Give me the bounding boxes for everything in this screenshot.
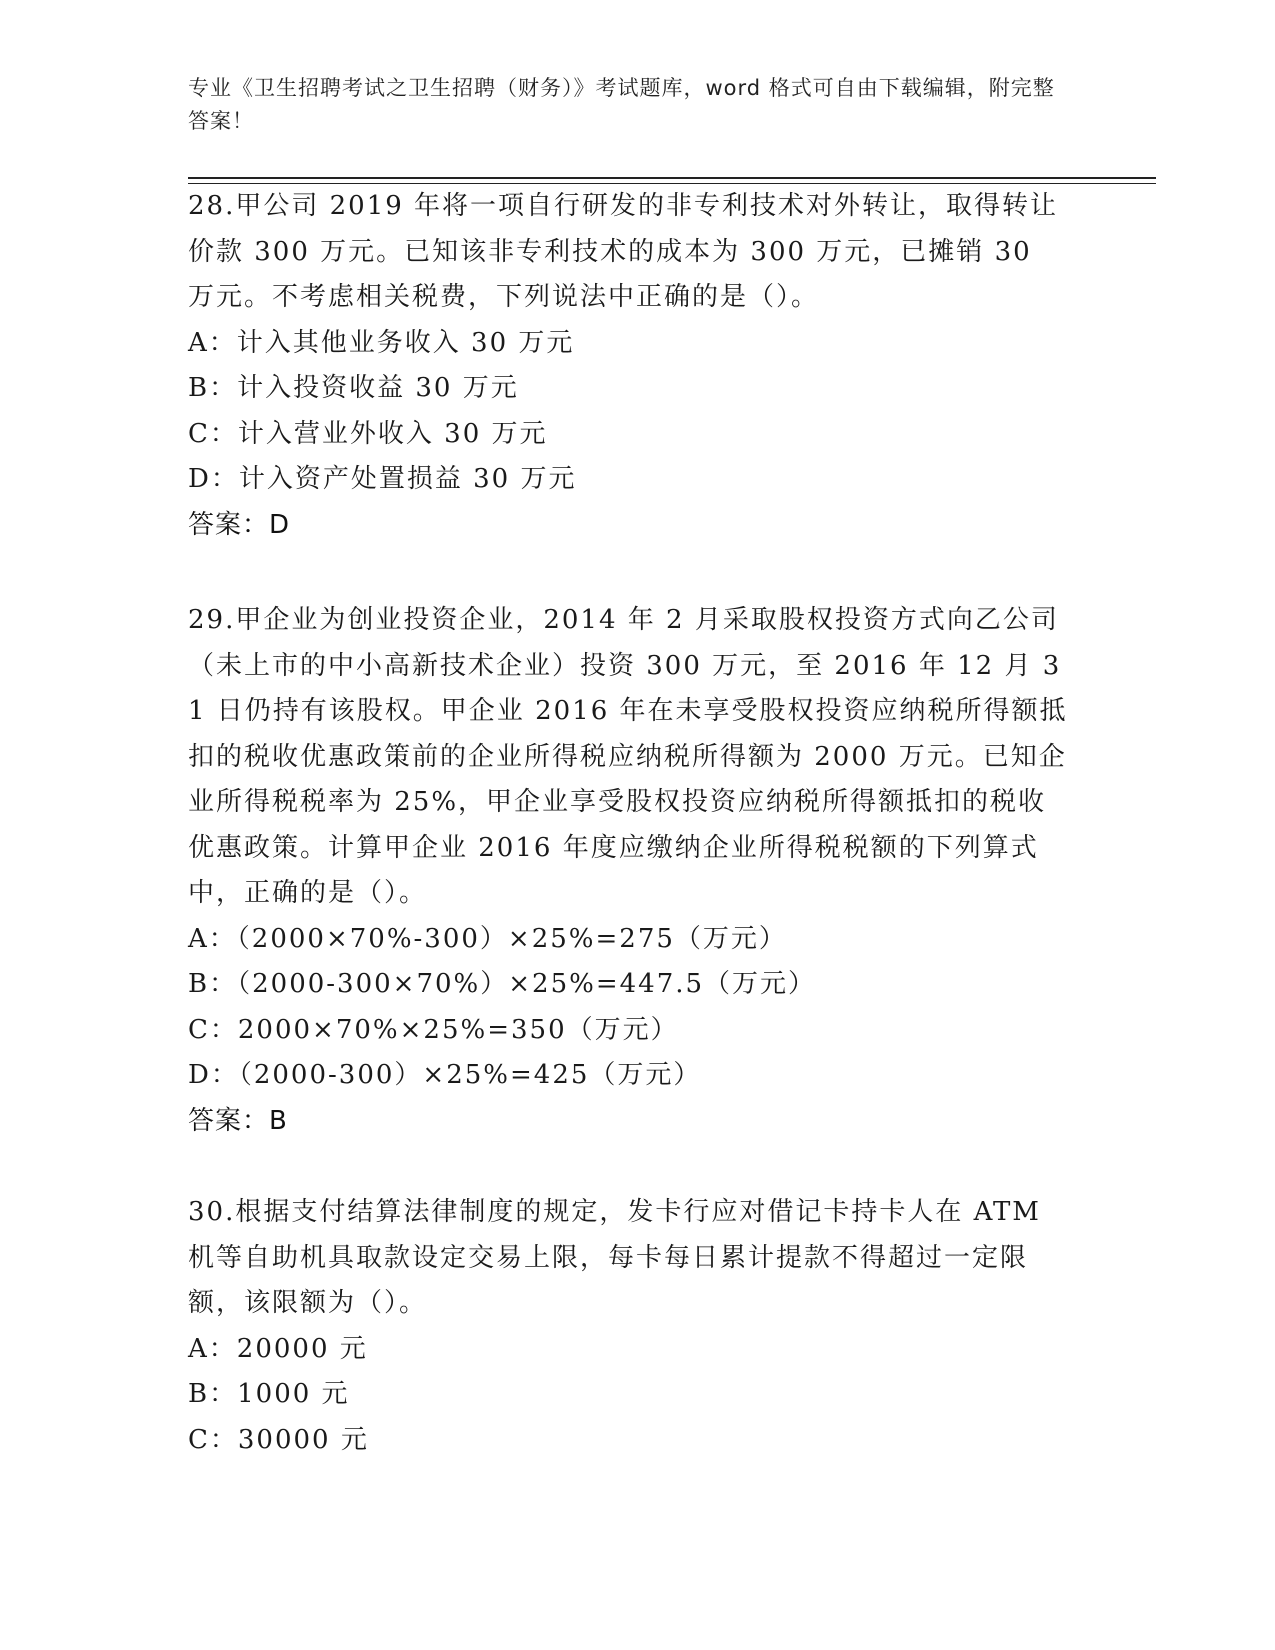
question-stem: 30.根据支付结算法律制度的规定，发卡行应对借记卡持卡人在 ATM 机等自助机具取款设定交易上限，每卡每日累计提款不得超过一定限额，该限额为（）。	[188, 1197, 1041, 1318]
header-divider-thick	[188, 177, 1156, 179]
option-b: B：（2000-300×70%）×25%=447.5（万元）	[188, 969, 817, 999]
question-30	[188, 1190, 1068, 1463]
answer-label: 答案：D	[188, 509, 291, 540]
option-c: C：2000×70%×25%=350（万元）	[188, 1014, 679, 1045]
question-stem: 28.甲公司 2019 年将一项自行研发的非专利技术对外转让，取得转让价款 300 万元。已知该非专利技术的成本为 300 万元，已摊销 30 万元。不考虑相关税费，下列说法中正确的是（）。	[188, 191, 1059, 312]
question-28	[188, 184, 1068, 548]
option-b: B：计入投资收益 30 万元	[188, 373, 519, 403]
option-a: A：（2000×70%-300）×25%=275（万元）	[188, 923, 787, 954]
option-a: A：计入其他业务收入 30 万元	[188, 327, 575, 358]
answer-label: 答案：B	[188, 1105, 288, 1136]
option-c: C：计入营业外收入 30 万元	[188, 418, 548, 449]
option-a: A：20000 元	[188, 1333, 368, 1364]
question-29	[188, 598, 1068, 1144]
option-d: D：（2000-300）×25%=425（万元）	[188, 1060, 702, 1090]
question-stem: 29.甲企业为创业投资企业，2014 年 2 月采取股权投资方式向乙公司（未上市的中小高新技术企业）投资 300 万元，至 2016 年 12 月 31 日仍持有该股权。甲企业 2016 年在未享受股权投资应纳税所得额抵扣的税收优惠政策前的企业所得税应纳税所得额为 2000 万元。已知企业所得税税率为 25%，甲企业享受股权投资应纳税所得额抵扣的税收优惠政策。计算甲企业 2016 年度应缴纳企业所得税税额的下列算式中，正确的是（）。	[188, 605, 1068, 908]
page-header: 专业《卫生招聘考试之卫生招聘（财务）》考试题库，word 格式可自由下载编辑，附完整答案！	[188, 76, 1055, 133]
option-d: D：计入资产处置损益 30 万元	[188, 464, 577, 494]
option-b: B：1000 元	[188, 1379, 350, 1409]
option-c: C：30000 元	[188, 1424, 369, 1455]
